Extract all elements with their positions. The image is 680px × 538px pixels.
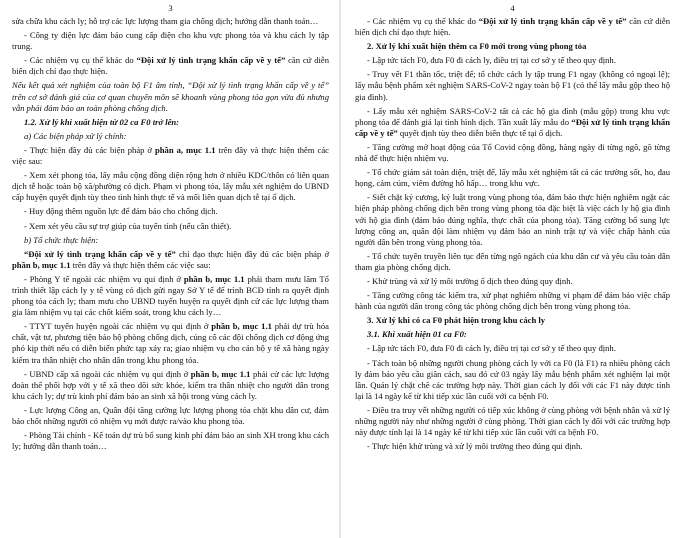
paragraph	[355, 106, 670, 139]
paragraph	[355, 315, 670, 326]
bold-text: phần b, mục 1.1	[190, 368, 251, 379]
bold-text: phần b, mục 1.1	[183, 273, 245, 284]
bold-text: “Đội xử lý tình trạng khẩn cấp về y tế”	[478, 16, 627, 26]
paragraph	[12, 206, 329, 217]
text-run: - Khử trùng và xử lý môi trường ổ dịch theo đúng quy định.	[367, 275, 573, 286]
text-run: - Tách toàn bộ những người chung phòng cách ly với ca F0 (là F1) ra nhiều phòng cách ly đảm bảo yêu cầu giãn cách, sau đó cứ 03 ngày lấy mẫu bệnh phẩm xét nghiệm lại một lần. Quản lý chặt chẽ các trường hợp này. Thời gian cách ly đối với các F1 này được tính lại là 14 ngày kể từ khi tiếp xúc lần cuối với ca bệnh F0.	[355, 357, 670, 401]
paragraph	[355, 329, 670, 340]
paragraph	[355, 405, 670, 438]
paragraph	[12, 170, 329, 203]
text-run: - UBND cấp xã ngoài các nhiệm vụ qui định ở	[24, 368, 191, 379]
paragraph	[355, 41, 670, 52]
text-run: - Tổ chức tuyên truyền liên tục đến từng ngõ ngách của khu dân cư và yêu cầu toàn dân tham gia phòng chống dịch.	[355, 250, 670, 272]
bold-text: phần b, mục 1.1	[12, 259, 71, 270]
paragraph	[355, 358, 670, 402]
text-run: - TTYT tuyến huyện ngoài các nhiệm vụ qui định ở	[24, 321, 212, 332]
paragraph	[355, 16, 670, 38]
paragraph	[12, 274, 329, 318]
bold-text: “Đội xử lý tình trạng khẩn cấp về y tế”	[136, 55, 286, 66]
paragraph	[355, 192, 670, 247]
text-run: phải cử các lực lượng đoàn thể phối hợp với y tế xã theo dõi sức khỏe, kiểm tra thân nhiệt cho người dân trong khu cách ly; dự trù kinh phí đảm bảo an sinh xã hội trong vùng cách ly.	[12, 368, 329, 401]
text-run: - Xem xét yêu cầu sự trợ giúp của tuyến tỉnh (nếu cần thiết).	[24, 220, 232, 231]
text-run: - Xem xét phong tỏa, lấy mẫu cộng đồng diện rộng hơn ở nhiều KDC/thôn có liên quan dịch tễ hoặc toàn bộ xã/phường có dịch. Phạm vi phong tỏa, lấy mẫu xét nghiệm do UBND cấp huyện quyết định tùy theo tình hình thực tế và mối liên quan dịch tễ tại ổ dịch.	[12, 170, 329, 203]
text-run: chỉ đạo thực hiện đầy đủ các biện pháp ở	[175, 248, 329, 259]
paragraph	[12, 80, 329, 113]
text-run: a) Các biện pháp xử lý chính:	[24, 130, 127, 141]
paragraph	[12, 16, 329, 27]
text-run: - Truy vết F1 thần tốc, triệt để; tổ chức cách ly tập trung F1 ngay (không có ngoại lệ); lấy mẫu bệnh phẩm xét nghiệm SARS-CoV-2 ngay toàn bộ F1 (có thể lấy mẫu gộp theo hộ gia đình).	[355, 69, 670, 102]
text-run: 3. Xử lý khi có ca F0 phát hiện trong khu cách ly	[367, 315, 546, 326]
paragraph	[355, 276, 670, 287]
paragraph	[355, 441, 670, 452]
text-run: phải tham mưu lãm Tổ trình thiết lập cách ly y tế vùng có dịch gửi ngay Sở Y tế để trình BCĐ tỉnh ra quyết định phong tỏa cách ly; tham mưu cho UBND tuyến huyện ra quyết định cử các lực lượng tham gia làm nhiệm vụ tại các chốt kiểm soát, trong khu cách ly…	[12, 273, 329, 318]
text-run: trên đây và thực hiện thêm các việc sau:	[12, 144, 329, 167]
page-number-left: 3	[168, 3, 173, 13]
text-run: - Lập tức tách F0, đưa F0 đi cách ly, điều trị tại cơ sở y tế theo quy định.	[367, 343, 616, 354]
paragraph	[12, 405, 329, 427]
page-right	[341, 0, 680, 538]
bold-text: phần a, mục 1.1	[154, 144, 216, 155]
paragraph	[355, 55, 670, 66]
paragraph	[12, 369, 329, 402]
text-run: trên đây và thực hiện thêm các việc sau:	[70, 259, 211, 270]
page-body-left	[12, 16, 329, 452]
paragraph	[12, 430, 329, 452]
paragraph	[12, 131, 329, 142]
text-run: - Các nhiệm vụ cụ thể khác do	[24, 55, 137, 66]
bold-text: “Đội xử lý tình trạng khẩn cấp về y tế”	[24, 248, 176, 259]
paragraph	[355, 290, 670, 312]
text-run: - Công ty điện lực đảm bảo cung cấp điện cho khu vực phong tỏa và khu cách ly tập trung.	[12, 30, 329, 52]
paragraph	[12, 55, 329, 77]
text-run: sửa chữa khu cách ly; hỗ trợ các lực lượng tham gia chống dịch; hướng dẫn thanh toán…	[12, 16, 319, 26]
text-run: - Siết chặt kỷ cương, kỷ luật trong vùng phong tỏa, đảm bảo thực hiện nghiêm ngặt các biện pháp phòng chống dịch bên trong vùng phong tỏa đặc biệt là việc cách ly hộ gia đình với hộ gia đình (đảm bảo đúng nghĩa, thực chất của phong tỏa). Tăng cường bổ sung lực lượng công an, quân đội làm nhiệm vụ đảm bảo an ninh trật tự và việc chấp hành của người dân bên trong vùng phong tỏa.	[355, 192, 670, 247]
text-run: - Huy động thêm nguồn lực để đảm bảo cho chống dịch.	[24, 206, 218, 217]
page-body-right	[355, 16, 670, 452]
text-run: - Thực hiện đầy đủ các biện pháp ở	[24, 144, 155, 155]
text-run: - Phòng Y tế ngoài các nhiệm vụ qui định ở	[24, 273, 184, 284]
text-run: căn cứ diễn biến dịch chỉ đạo thực hiện.	[12, 55, 329, 77]
text-run: - Tăng cường mở hoạt động của Tổ Covid cộng đồng, hàng ngày đi từng ngõ, gõ từng nhà để thực hiện nhiệm vụ.	[355, 141, 670, 164]
paragraph	[12, 249, 329, 271]
text-run: - Lập tức tách F0, đưa F0 đi cách ly, điều trị tại cơ sở y tế theo quy định.	[367, 55, 616, 66]
text-run: - Phòng Tài chính - Kế toán dự trù bổ sung kinh phí đảm bảo an sinh XH trong khu cách ly; hướng dẫn thanh toán…	[12, 430, 329, 452]
text-run: 2. Xử lý khi xuất hiện thêm ca F0 mới trong vùng phong tỏa	[367, 41, 587, 52]
text-run: - Tổ chức giám sát toàn diện, triệt để, lấy mẫu xét nghiệm tất cả các trường sốt, ho, đau họng, cảm cúm, viêm đường hô hấp… trong khu vực.	[355, 167, 670, 189]
text-run: - Điều tra truy vết những người có tiếp xúc không ở cùng phòng với bệnh nhân và xử lý những người này như những người ở cùng phòng. Thời gian cách ly đối với các trường hợp này được tính lại là 14 ngày kể từ khi tiếp xúc lần cuối với ca bệnh F0.	[355, 404, 670, 438]
bold-text: “Đội xử lý tình trạng khẩn cấp về y tế”	[355, 116, 671, 138]
text-run: - Tăng cường công tác kiểm tra, xử phạt nghiêm những vi phạm để đảm bảo việc chấp hành của người dân trong công tác phòng chống dịch bên trong vùng phong tỏa.	[355, 290, 670, 312]
paragraph	[12, 145, 329, 167]
page-number-right: 4	[510, 3, 515, 13]
text-run: - Thực hiện khử trùng và xử lý môi trường theo đúng qui định.	[367, 441, 583, 452]
paragraph	[12, 221, 329, 232]
text-run: phải dự trù hóa chất, vật tư, phương tiện bảo hộ phòng chống dịch, củng cố các đội chống dịch cơ động ứng phó kịp thời nếu có diễn biến phức tạp xảy ra; giao nhiệm vụ cho cán bộ y tế xã hàng ngày kiểm tra thân nhiệt cho nhân dân trong khu phong tỏa.	[12, 321, 329, 365]
text-run: Nếu kết quả xét nghiệm của toàn bộ F1 âm tính, “Đội xử lý tình trạng khẩn cấp về y tế” trên cơ sở đánh giá của cơ quan chuyên môn sẽ khoanh vùng phong tỏa gọn vừa đủ nhưng vẫn phải đảm bảo an toàn phòng chống dịch.	[12, 80, 329, 113]
paragraph	[355, 343, 670, 354]
paragraph	[12, 117, 329, 128]
paragraph	[12, 235, 329, 246]
text-run: căn cứ diễn biến dịch chỉ đạo thực hiện.	[355, 16, 670, 38]
paragraph	[12, 30, 329, 52]
text-run: 1.2. Xử lý khi xuất hiện từ 02 ca F0 trở lên:	[24, 116, 180, 127]
paragraph	[355, 167, 670, 189]
text-run: - Lấy mẫu xét nghiệm SARS-CoV-2 tất cả các hộ gia đình (mẫu gộp) trong khu vực phong tỏa để đánh giá lại tình hình dịch. Tần xuất lấy mẫu do	[355, 105, 670, 127]
text-run: b) Tổ chức thực hiện:	[24, 234, 99, 245]
paragraph	[355, 142, 670, 164]
text-run: 3.1. Khi xuất hiện 01 ca F0:	[367, 329, 467, 340]
text-run: - Các nhiệm vụ cụ thể khác do	[367, 16, 479, 26]
paragraph	[355, 251, 670, 273]
bold-text: phần b, mục 1.1	[211, 321, 272, 332]
text-run: quyết định tùy theo diễn biến thực tế tại ổ dịch.	[397, 127, 563, 138]
paragraph	[355, 69, 670, 102]
text-run: - Lực lượng Công an, Quân đội tăng cường lực lượng phong tỏa chặt khu dân cư, đảm bảo chốt những người có nhiệm vụ mới được ra/vào khu phong tỏa.	[12, 404, 329, 426]
paragraph	[12, 321, 329, 365]
page-left	[0, 0, 339, 538]
